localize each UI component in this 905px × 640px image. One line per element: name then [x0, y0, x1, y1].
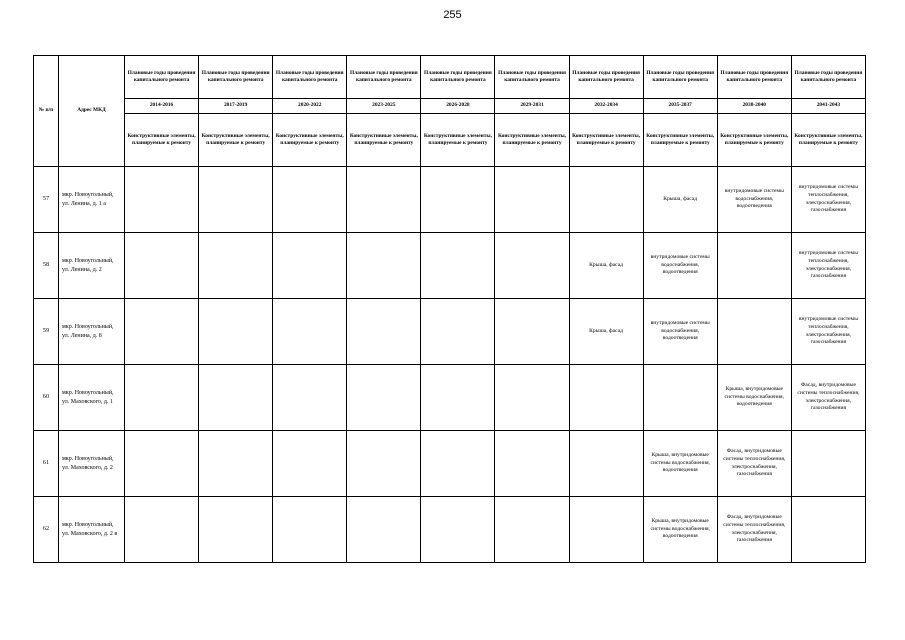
row-cell-elements: внутридомовые системы водоснабжения, водоотведения [643, 233, 717, 299]
row-cell-elements [273, 233, 347, 299]
row-cell-elements [199, 431, 273, 497]
row-cell-elements: Фасад, внутридомовые системы теплоснабжения, электроснабжения, газоснабжения [717, 431, 791, 497]
row-cell-elements: внутридомовые системы водоснабжения, водоотведения [717, 167, 791, 233]
row-cell-elements [199, 167, 273, 233]
row-number: 57 [34, 167, 59, 233]
header-period-label: Плановые годы проведения капитального ремонта [273, 56, 347, 99]
row-cell-elements [125, 365, 199, 431]
row-cell-elements [199, 497, 273, 563]
row-cell-elements [273, 299, 347, 365]
row-cell-elements [347, 365, 421, 431]
row-cell-elements [717, 299, 791, 365]
row-cell-elements: внутридомовые системы водоснабжения, водоотведения [643, 299, 717, 365]
header-period-label: Плановые годы проведения капитального ремонта [569, 56, 643, 99]
row-number: 62 [34, 497, 59, 563]
row-cell-elements: Крыша, фасад [569, 233, 643, 299]
row-cell-elements: Крыша, внутридомовые системы водоснабжения, водоотведения [643, 497, 717, 563]
header-elements-label: Конструктивные элементы, планируемые к ремонту [125, 114, 199, 167]
header-years-2035-2037: 2035-2037 [643, 99, 717, 114]
header-elements-label: Конструктивные элементы, планируемые к ремонту [717, 114, 791, 167]
row-cell-elements [125, 233, 199, 299]
row-cell-elements [421, 167, 495, 233]
page-number: 255 [443, 9, 462, 21]
row-address: мкр. Новоугольный, ул. Ленина, д. 1 а [59, 167, 125, 233]
row-cell-elements [569, 167, 643, 233]
row-cell-elements [125, 497, 199, 563]
header-period-label: Плановые годы проведения капитального ремонта [421, 56, 495, 99]
row-cell-elements: Крыша, внутридомовые системы водоснабжения, водоотведения [717, 365, 791, 431]
header-period-label: Плановые годы проведения капитального ремонта [643, 56, 717, 99]
header-address: Адрес МКД [59, 56, 125, 167]
row-cell-elements [495, 233, 569, 299]
row-cell-elements [421, 299, 495, 365]
row-address: мкр. Новоугольный, ул. Ленина, д. 8 [59, 299, 125, 365]
row-cell-elements: Крыша, фасад [643, 167, 717, 233]
header-years-2017-2019: 2017-2019 [199, 99, 273, 114]
header-years-2041-2043: 2041-2043 [791, 99, 865, 114]
row-number: 58 [34, 233, 59, 299]
row-cell-elements [273, 497, 347, 563]
header-years-2026-2028: 2026-2028 [421, 99, 495, 114]
table-row [34, 233, 866, 299]
row-cell-elements [347, 233, 421, 299]
table-row [34, 497, 866, 563]
row-number: 59 [34, 299, 59, 365]
header-years-2038-2040: 2038-2040 [717, 99, 791, 114]
row-cell-elements: Крыша, фасад [569, 299, 643, 365]
row-cell-elements [717, 233, 791, 299]
row-cell-elements [421, 431, 495, 497]
header-elements-label: Конструктивные элементы, планируемые к ремонту [569, 114, 643, 167]
row-cell-elements [273, 431, 347, 497]
table-row [34, 365, 866, 431]
row-cell-elements [495, 167, 569, 233]
table-row [34, 167, 866, 233]
header-period-label: Плановые годы проведения капитального ремонта [495, 56, 569, 99]
header-num: № п/п [34, 56, 59, 167]
header-years-2014-2016: 2014-2016 [125, 99, 199, 114]
header-elements-label: Конструктивные элементы, планируемые к ремонту [199, 114, 273, 167]
header-years-2023-2025: 2023-2025 [347, 99, 421, 114]
row-cell-elements [495, 497, 569, 563]
row-cell-elements [273, 365, 347, 431]
header-elements-label: Конструктивные элементы, планируемые к ремонту [273, 114, 347, 167]
row-cell-elements: Фасад, внутридомовые системы теплоснабжения, электроснабжения, газоснабжения [791, 365, 865, 431]
row-number: 61 [34, 431, 59, 497]
header-years-2029-2031: 2029-2031 [495, 99, 569, 114]
row-address: мкр. Новоугольный, ул. Ленина, д. 2 [59, 233, 125, 299]
row-cell-elements [199, 233, 273, 299]
row-cell-elements [199, 365, 273, 431]
header-period-label: Плановые годы проведения капитального ремонта [347, 56, 421, 99]
row-cell-elements: внутридомовые системы теплоснабжения, электроснабжения, газоснабжения [791, 299, 865, 365]
header-period-label: Плановые годы проведения капитального ремонта [125, 56, 199, 99]
header-period-label: Плановые годы проведения капитального ремонта [199, 56, 273, 99]
header-elements-label: Конструктивные элементы, планируемые к ремонту [347, 114, 421, 167]
row-number: 60 [34, 365, 59, 431]
row-cell-elements [421, 365, 495, 431]
row-cell-elements [273, 167, 347, 233]
row-cell-elements: Фасад, внутридомовые системы теплоснабжения, электроснабжения, газоснабжения [717, 497, 791, 563]
row-cell-elements [495, 299, 569, 365]
row-cell-elements [569, 365, 643, 431]
row-cell-elements [347, 497, 421, 563]
row-cell-elements [791, 497, 865, 563]
header-years-2020-2022: 2020-2022 [273, 99, 347, 114]
row-cell-elements [125, 167, 199, 233]
row-cell-elements [347, 299, 421, 365]
row-address: мкр. Новоугольный, ул. Маховского, д. 2 в [59, 497, 125, 563]
row-cell-elements [643, 365, 717, 431]
row-cell-elements: Крыша, внутридомовые системы водоснабжения, водоотведения [643, 431, 717, 497]
row-cell-elements [125, 299, 199, 365]
row-cell-elements [495, 431, 569, 497]
header-elements-label: Конструктивные элементы, планируемые к ремонту [791, 114, 865, 167]
row-cell-elements [347, 431, 421, 497]
row-cell-elements [421, 233, 495, 299]
header-period-label: Плановые годы проведения капитального ремонта [791, 56, 865, 99]
row-cell-elements [125, 431, 199, 497]
row-cell-elements [569, 497, 643, 563]
header-elements-label: Конструктивные элементы, планируемые к ремонту [421, 114, 495, 167]
row-cell-elements: внутридомовые системы теплоснабжения, электроснабжения, газоснабжения [791, 233, 865, 299]
header-elements-label: Конструктивные элементы, планируемые к ремонту [643, 114, 717, 167]
row-cell-elements [791, 431, 865, 497]
row-cell-elements [199, 299, 273, 365]
header-period-label: Плановые годы проведения капитального ремонта [717, 56, 791, 99]
row-cell-elements [347, 167, 421, 233]
row-cell-elements [495, 365, 569, 431]
row-cell-elements: внутридомовые системы теплоснабжения, электроснабжения, газоснабжения [791, 167, 865, 233]
header-elements-label: Конструктивные элементы, планируемые к ремонту [495, 114, 569, 167]
repair-schedule-table [33, 55, 866, 563]
row-address: мкр. Новоугольный, ул. Маховского, д. 1 [59, 365, 125, 431]
row-address: мкр. Новоугольный, ул. Маховского, д. 2 [59, 431, 125, 497]
row-cell-elements [569, 431, 643, 497]
table-row [34, 431, 866, 497]
row-cell-elements [421, 497, 495, 563]
table-row [34, 299, 866, 365]
header-years-2032-2034: 2032-2034 [569, 99, 643, 114]
